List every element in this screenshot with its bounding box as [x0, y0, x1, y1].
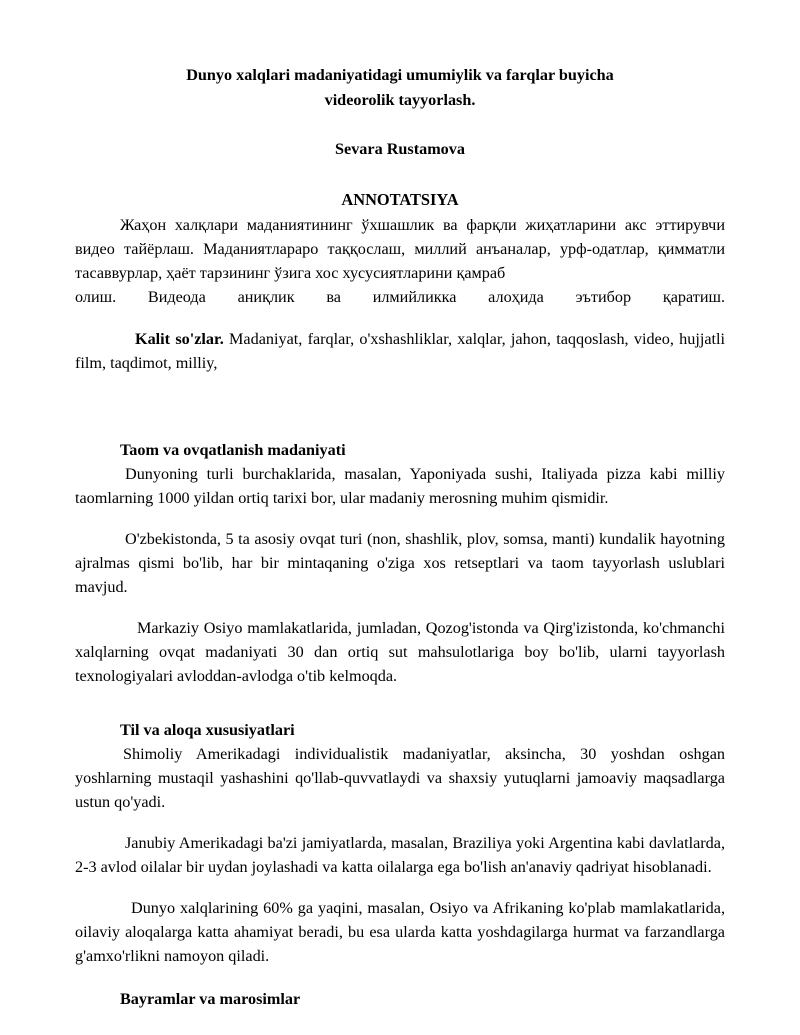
section-heading-holidays: Bayramlar va marosimlar [120, 990, 301, 1008]
keywords-label: Kalit so'zlar. [135, 330, 224, 348]
keywords-text: Madaniyat, farqlar, o'xshashliklar, xalqlar, jahon, taqqoslash, video, hujjatli film, taqdimot, milliy, [75, 330, 726, 372]
section-paragraph: Shimoliy Amerikadagi individualistik madaniyatlar, aksincha, 30 yoshdan oshgan yoshlarning mustaqil yashashini qo'llab-quvvatlaydi va shaxsiy yutuqlarni jamoaviy maqsadlarga ustun qo'yadi. [75, 745, 725, 811]
document-title-line-1: Dunyo xalqlari madaniyatidagi umumiylik va farqlar buyicha [186, 66, 614, 84]
annotation-paragraph-last-line [75, 285, 725, 309]
annotation-paragraph [75, 213, 725, 285]
annotation-text-last: олиш. Видеода аниқлик ва илмийликка алоҳида эътибор қаратиш. [75, 288, 725, 306]
section-heading-language: Til va aloqa xususiyatlari [120, 721, 295, 739]
document-page [75, 63, 725, 1011]
document-title-line-2: videorolik tayyorlash. [324, 91, 476, 109]
document-author: Sevara Rustamova [335, 140, 465, 158]
keywords-paragraph [75, 327, 725, 375]
annotation-text-main: Жаҳон халқлари маданиятининг ўхшашлик ва фарқли жиҳатларини акс эттирувчи видео тайёрлаш. Маданиятлараро таққослаш, миллий анъаналар, урф-одатлар, қимматли тасаввурлар, ҳаёт тарзининг ўзига хос хусусиятларини қамраб [75, 216, 725, 282]
section-paragraph: O'zbekistonda, 5 ta asosiy ovqat turi (non, shashlik, plov, somsa, manti) kundalik hayotning ajralmas qismi bo'lib, har bir mintaqaning o'ziga xos retseptlari va taom tayyorlash uslublari mavjud. [75, 530, 725, 596]
annotation-heading: ANNOTATSIYA [341, 190, 459, 209]
section-paragraph: Markaziy Osiyo mamlakatlarida, jumladan, Qozog'istonda va Qirg'izistonda, ko'chmanchi xalqlarning ovqat madaniyati 30 dan ortiq sut mahsulotlariga boy bo'lib, ularni tayyorlash texnologiyalari avloddan-avlodga o'tib kelmoqda. [75, 619, 725, 685]
section-paragraph: Dunyoning turli burchaklarida, masalan, Yaponiyada sushi, Italiyada pizza kabi milliy taomlarning 1000 yildan ortiq tarixi bor, ular madaniy merosning muhim qismidir. [75, 465, 725, 507]
section-heading-food: Taom va ovqatlanish madaniyati [120, 441, 346, 459]
section-paragraph: Janubiy Amerikadagi ba'zi jamiyatlarda, masalan, Braziliya yoki Argentina kabi davlatlarda, 2-3 avlod oilalar bir uydan joylashadi va katta oilalarga ega bo'lish an'anaviy qadriyat hisoblanadi. [75, 834, 725, 876]
section-paragraph: Dunyo xalqlarining 60% ga yaqini, masalan, Osiyo va Afrikaning ko'plab mamlakatlarida, oilaviy aloqalarga katta ahamiyat beradi, bu esa ularda katta yoshdagilarga hurmat va farzandlarga g'amxo'rlikni namoyon qiladi. [75, 899, 725, 965]
